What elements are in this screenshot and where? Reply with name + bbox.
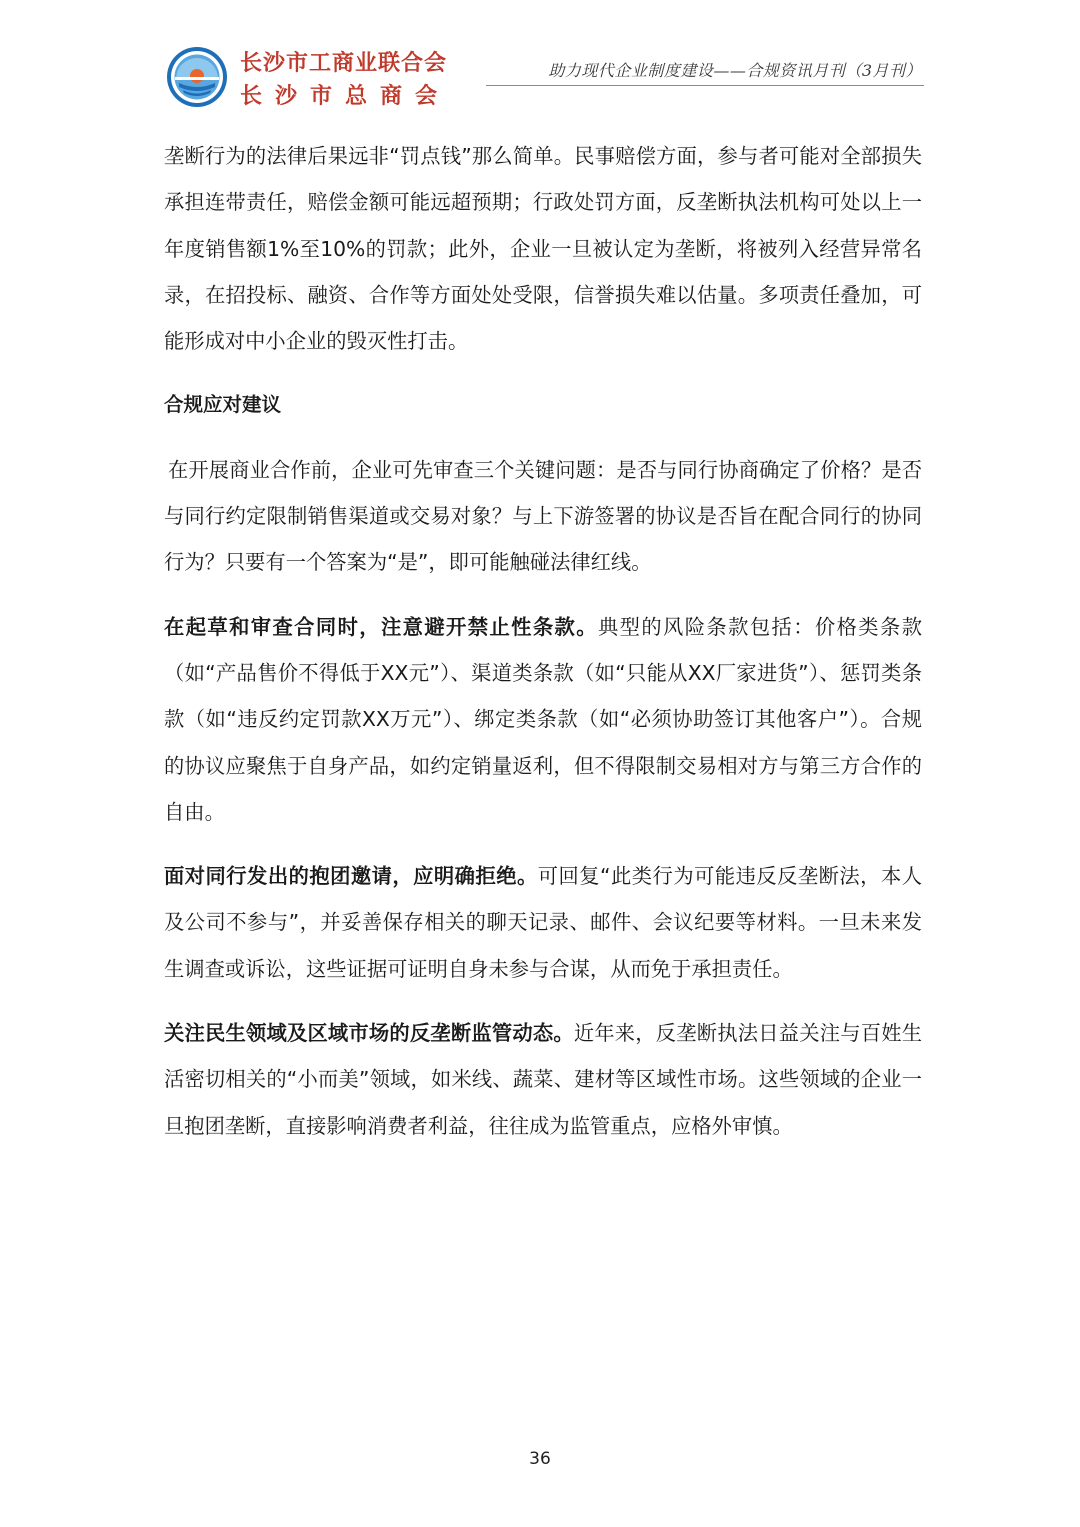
- paragraph-key-questions: 在开展商业合作前，企业可先审查三个关键问题：是否与同行协商确定了价格？是否与同行约定限制销售渠道或交易对象？与上下游签署的协议是否旨在配合同行的协同行为？只要有一个答案为“是”，即可能触碰法律红线。: [164, 457, 922, 575]
- paragraph-legal-consequences: 垄断行为的法律后果远非“罚点钱”那么简单。民事赔偿方面，参与者可能对全部损失承担连带责任，赔偿金额可能远超预期；行政处罚方面，反垄断执法机构可处以上一年度销售额1%至10%的罚款；此外，企业一旦被认定为垄断，将被列入经营异常名录，在招投标、融资、合作等方面处处受限，信誉损失难以估量。多项责任叠加，可能形成对中小企业的毁灭性打击。: [164, 144, 922, 354]
- org-name-primary: 长沙市工商业联合会: [240, 51, 448, 76]
- paragraph-contract-review: [164, 604, 922, 835]
- paragraph-lead-contract-review: 在起草和审查合同时，注意避开禁止性条款。: [164, 614, 598, 639]
- publication-title: 助力现代企业制度建设——合规资讯月刊（3月刊）: [548, 61, 922, 80]
- org-name-secondary: 长沙市总商会: [240, 84, 451, 109]
- header-divider: [486, 85, 924, 86]
- page-header: [0, 0, 1080, 120]
- paragraph-regional-markets: [164, 1010, 922, 1149]
- paragraph-text-regional-markets: 近年来，反垄断执法日益关注与百姓生活密切相关的“小而美”领域，如米线、蔬菜、建材等区域性市场。这些领域的企业一旦抱团垄断，直接影响消费者利益，往往成为监管重点，应格外审慎。: [164, 1021, 922, 1138]
- section-heading: 合规应对建议: [164, 393, 282, 417]
- paragraph-lead-regional-markets: 关注民生领域及区域市场的反垄断监管动态。: [164, 1021, 574, 1046]
- paragraph-text-contract-review: 典型的风险条款包括：价格类条款（如“产品售价不得低于XX元”）、渠道类条款（如“只能从XX厂家进货”）、惩罚类条款（如“违反约定罚款XX万元”）、绑定类条款（如“必须协助签订其他客户”）。合规的协议应聚焦于自身产品，如约定销量返利，但不得限制交易相对方与第三方合作的自由。: [164, 614, 922, 824]
- page-number: 36: [529, 1449, 551, 1469]
- chamber-of-commerce-logo-icon: [166, 46, 228, 108]
- paragraph-lead-refuse-invitation: 面对同行发出的抱团邀请，应明确拒绝。: [164, 864, 538, 889]
- article-body: [164, 133, 922, 1149]
- paragraph-text-refuse-invitation: 可回复“此类行为可能违反反垄断法，本人及公司不参与”，并妥善保存相关的聊天记录、邮件、会议纪要等材料。一旦未来发生调查或诉讼，这些证据可证明自身未参与合谋，从而免于承担责任。: [164, 864, 922, 981]
- paragraph-refuse-invitation: [164, 853, 922, 992]
